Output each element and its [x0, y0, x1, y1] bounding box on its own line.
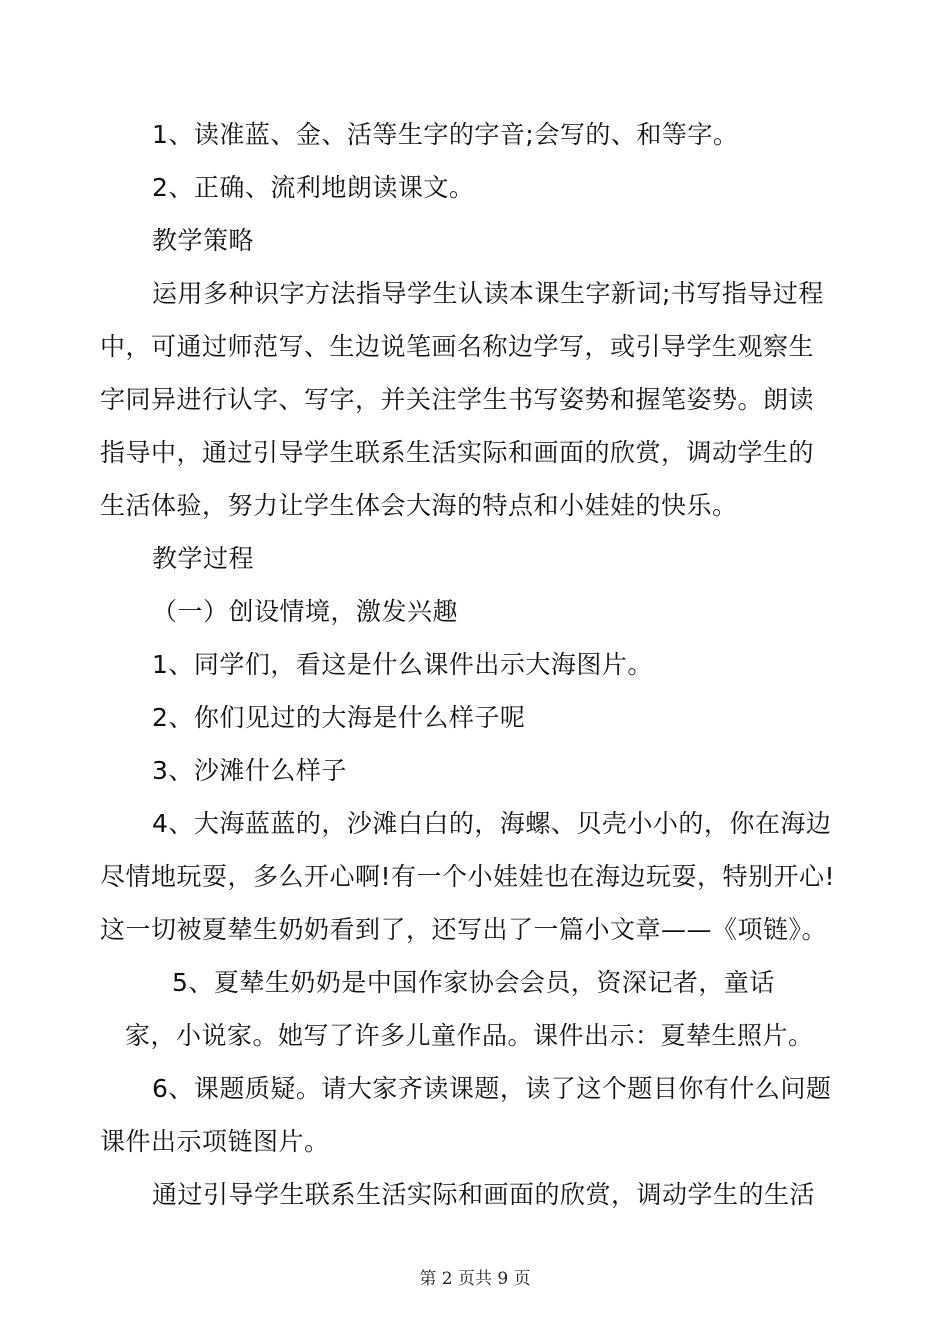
step-6-line-2: 课件出示项链图片。 — [100, 1127, 330, 1156]
step-1: 1、同学们，看这是什么课件出示大海图片。 — [152, 650, 653, 679]
objective-2: 2、正确、流利地朗读课文。 — [152, 173, 475, 202]
step-4-line-1: 4、大海蓝蓝的，沙滩白白的，海螺、贝壳小小的，你在海边 — [152, 809, 832, 838]
step-5-line-2: 家，小说家。她写了许多儿童作品。课件出示：夏辇生照片。 — [125, 1021, 814, 1050]
strategy-line-5: 生活体验，努力让学生体会大海的特点和小娃娃的快乐。 — [100, 491, 738, 520]
step-4-line-3: 这一切被夏辇生奶奶看到了，还写出了一篇小文章——《项链》。 — [100, 915, 828, 944]
step-6-line-1: 6、课题质疑。请大家齐读课题，读了这个题目你有什么问题 — [152, 1074, 832, 1103]
page-footer: 第 2 页共 9 页 — [419, 1269, 531, 1289]
step-5-line-1: 5、夏辇生奶奶是中国作家协会会员，资深记者，童话 — [172, 968, 775, 997]
heading-process: 教学过程 — [152, 544, 255, 573]
heading-strategy: 教学策略 — [152, 226, 255, 255]
strategy-line-3: 字同异进行认字、写字，并关注学生书写姿势和握笔姿势。朗读 — [100, 385, 815, 414]
step-3: 3、沙滩什么样子 — [152, 756, 347, 785]
section-1-title: （一）创设情境，激发兴趣 — [152, 597, 459, 626]
strategy-line-2: 中，可通过师范写、生边说笔画名称边学写，或引导学生观察生 — [100, 332, 815, 361]
step-2: 2、你们见过的大海是什么样子呢 — [152, 703, 526, 732]
step-4-line-2: 尽情地玩耍，多么开心啊!有一个小娃娃也在海边玩耍，特别开心! — [100, 862, 836, 891]
strategy-line-1: 运用多种识字方法指导学生认读本课生字新词;书写指导过程 — [152, 279, 824, 308]
objective-1: 1、读准蓝、金、活等生字的字音;会写的、和等字。 — [152, 120, 739, 149]
strategy-line-4: 指导中，通过引导学生联系生活实际和画面的欣赏，调动学生的 — [100, 438, 815, 467]
closing-line: 通过引导学生联系生活实际和画面的欣赏，调动学生的生活 — [152, 1180, 816, 1209]
